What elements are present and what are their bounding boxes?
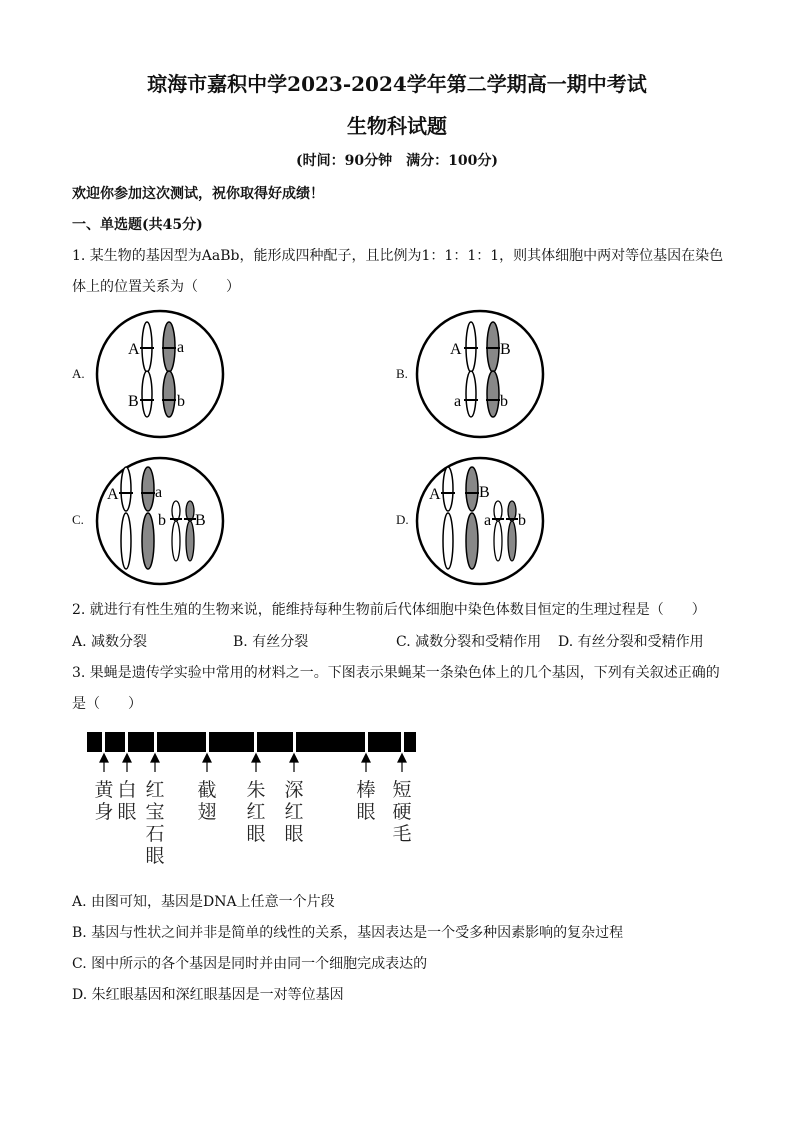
q1-option-a-figure — [94, 308, 226, 440]
gene-name-label: 截翅 — [197, 779, 217, 823]
q1-stem-line1: 1. 某生物的基因型为AaBb，能形成四种配子，且比例为1：1：1：1，则其体细胞中两对等位基因在染色 — [72, 248, 724, 264]
gene-label: a — [484, 512, 492, 529]
q1-option-b-label: B. — [396, 366, 408, 381]
q2-stem: 2. 就进行有性生殖的生物来说，能维持每种生物前后代体细胞中染色体数目恒定的生理过程是（ ） — [72, 602, 706, 618]
q1-option-b-figure — [414, 308, 546, 440]
gene-label: A — [429, 486, 441, 503]
gene-label: B — [500, 341, 511, 358]
q1-option-a-label: A. — [72, 366, 85, 381]
gene-label: B — [479, 484, 490, 501]
q1-option-d-label: D. — [396, 512, 409, 527]
q3-option-a: A. 由图可知，基因是DNA上任意一个片段 — [72, 894, 335, 910]
gene-label: a — [454, 393, 462, 410]
q1-option-d-figure — [414, 455, 546, 587]
gene-label: b — [500, 393, 508, 410]
q1-option-c-label: C. — [72, 512, 84, 527]
greeting: 欢迎你参加这次测试，祝你取得好成绩！ — [72, 186, 324, 202]
q3-option-b: B. 基因与性状之间并非是简单的线性的关系，基因表达是一个受多种因素影响的复杂过程 — [72, 925, 624, 941]
q1-option-c-figure — [94, 455, 226, 587]
gene-label: b — [518, 512, 526, 529]
gene-name-label: 红宝石眼 — [145, 779, 165, 867]
gene-name-label: 黄身 — [94, 779, 114, 823]
exam-subtitle: 生物科试题 — [347, 114, 447, 138]
exam-info: (时间：90分钟 满分：100分) — [296, 153, 498, 169]
q2-option-d: D. 有丝分裂和受精作用 — [558, 634, 704, 650]
gene-name-label: 棒眼 — [356, 779, 376, 823]
q3-stem-line1: 3. 果蝇是遗传学实验中常用的材料之一。下图表示果蝇某一条染色体上的几个基因，下列有关叙述正确的 — [72, 665, 720, 681]
section-heading: 一、单选题(共45分) — [72, 217, 203, 233]
gene-label: a — [155, 484, 163, 501]
gene-label: B — [195, 512, 206, 529]
gene-label: A — [450, 341, 462, 358]
q3-option-c: C. 图中所示的各个基因是同时并由同一个细胞完成表达的 — [72, 956, 428, 972]
gene-label: a — [177, 339, 185, 356]
gene-name-label: 短硬毛 — [392, 779, 412, 845]
q3-option-d: D. 朱红眼基因和深红眼基因是一对等位基因 — [72, 987, 344, 1003]
gene-name-label: 朱红眼 — [246, 779, 266, 845]
gene-label: b — [158, 512, 166, 529]
q2-option-b: B. 有丝分裂 — [233, 634, 309, 650]
gene-label: A — [128, 341, 140, 358]
q2-option-c: C. 减数分裂和受精作用 — [396, 634, 542, 650]
gene-name-label: 白眼 — [117, 779, 137, 823]
q1-stem-line2: 体上的位置关系为（ ） — [72, 279, 240, 295]
chromosome-gene-map — [80, 728, 430, 870]
gene-label: b — [177, 393, 185, 410]
q2-option-a: A. 减数分裂 — [72, 634, 148, 650]
q3-stem-line2: 是（ ） — [72, 696, 142, 712]
gene-label: B — [128, 393, 139, 410]
gene-name-label: 深红眼 — [284, 779, 304, 845]
exam-title: 琼海市嘉积中学2023-2024学年第二学期高一期中考试 — [147, 72, 647, 96]
gene-label: A — [107, 486, 119, 503]
